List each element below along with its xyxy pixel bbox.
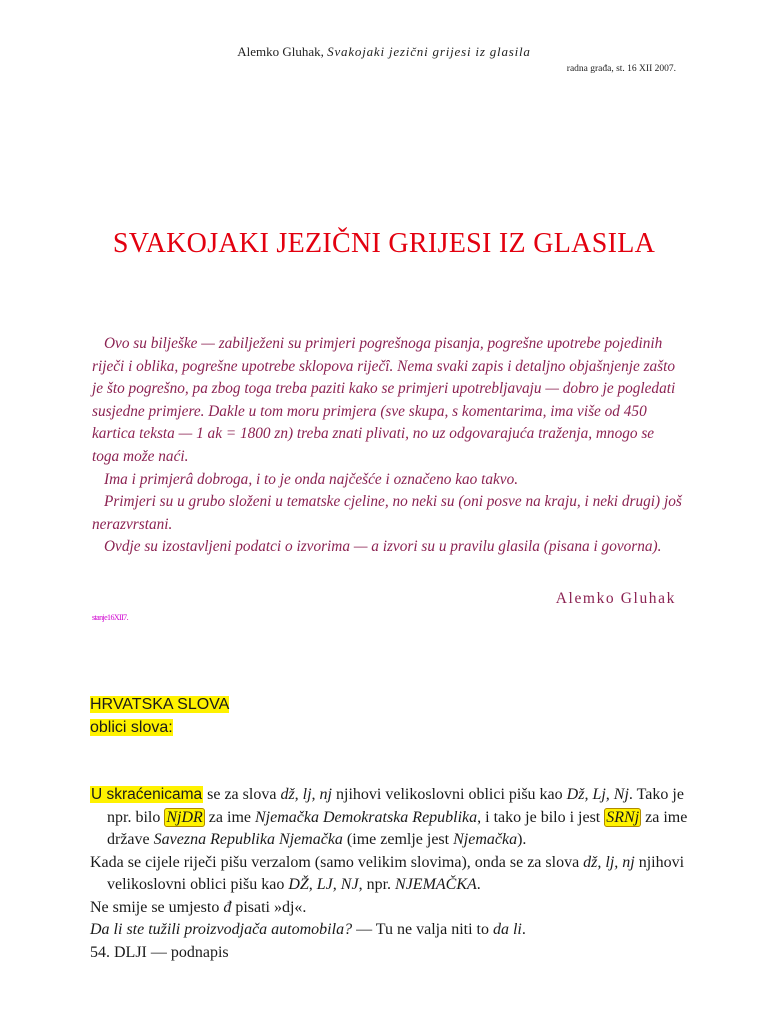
- italic-run: dž, lj, nj: [280, 786, 332, 803]
- date-stamp: stanje16XII7.: [92, 613, 128, 622]
- italic-run: NJEMAČKA: [395, 876, 477, 893]
- italic-run: da li: [492, 921, 522, 938]
- signature: Alemko Gluhak: [555, 590, 676, 607]
- body-paragraph: [90, 784, 690, 852]
- italic-run: DŽ, LJ, NJ: [288, 876, 359, 893]
- italic-run: Da li ste tužili proizvodjača automobila?: [90, 921, 353, 938]
- highlight-abbreviation: SRNj: [606, 808, 640, 826]
- working-note: radna građa, st. 16 XII 2007.: [566, 64, 676, 74]
- text-run: ).: [517, 831, 527, 848]
- body-paragraph: [90, 852, 690, 897]
- italic-run: Njemačka: [453, 831, 518, 848]
- section-heading: HRVATSKA SLOVA: [90, 696, 230, 713]
- section-subheading: oblici slova:: [90, 719, 173, 736]
- italic-run: Savezna Republika Njemačka: [153, 831, 343, 848]
- highlight-term: U skraćenicama: [91, 786, 203, 803]
- text-run: pisati »dj«.: [231, 898, 307, 916]
- running-header: [0, 44, 768, 60]
- text-run: Kada se cijele riječi pišu verzalom (samo velikim slovima), onda se za slova: [90, 853, 584, 871]
- text-run: .: [476, 876, 481, 893]
- intro-paragraph: Ima i primjerâ dobroga, i to je onda najčešće i označeno kao takvo.: [104, 470, 519, 488]
- page-title: SVAKOJAKI JEZIČNI GRIJESI IZ GLASILA: [112, 228, 656, 259]
- highlight-abbreviation: NjDR: [166, 808, 203, 826]
- italic-run: Dž, Lj, Nj: [566, 786, 629, 803]
- text-run: za ime: [204, 808, 255, 826]
- body-paragraph: [90, 897, 690, 920]
- text-run: (ime zemlje jest: [342, 831, 454, 848]
- text-run: , i tako je bilo i jest: [477, 808, 605, 826]
- italic-run: đ: [223, 898, 232, 916]
- section-header: [90, 693, 229, 739]
- intro-paragraph: Ovdje su izostavljeni podatci o izvorima — a izvori su u pravilu glasila (pisana i govorna).: [104, 538, 662, 556]
- intro-paragraph: Primjeri su u grubo složeni u tematske cjeline, no neki su (oni posve na kraju, i neki drugi) još nerazvrstani.: [92, 493, 682, 533]
- text-run: , npr.: [358, 876, 396, 893]
- body-text: [90, 784, 690, 964]
- body-paragraph: 54. DLJI — podnapis: [90, 943, 229, 961]
- header-author: Alemko Gluhak,: [237, 44, 324, 59]
- text-run: .: [521, 921, 526, 938]
- body-paragraph: [90, 919, 690, 942]
- text-run: njihovi velikoslovni oblici pišu kao: [332, 786, 567, 803]
- text-run: Ne smije se umjesto: [90, 898, 224, 916]
- intro-paragraph: Ovo su bilješke — zabilježeni su primjeri pogrešnoga pisanja, pogrešne upotrebe pojedinih riječi i oblika, pogrešne upotrebe sklopova riječî. Nema svaki zapis i detaljno objašnjenje zašto je što pogrešno, pa zbog toga treba paziti kako se primjeri upotrebljavaju — dobro je pogledati susjedne primjere. Dakle u tom moru primjera (sve skupa, s komentarima, ima više od 450 kartica teksta — 1 ak = 1800 zn) treba znati plivati, no uz odgovarajuća traženja, mnogo se toga može naći.: [92, 335, 676, 465]
- text-run: se za slova: [203, 786, 281, 803]
- text-run: — Tu ne valja niti to: [352, 921, 493, 938]
- italic-run: dž, lj, nj: [583, 853, 635, 871]
- italic-run: Njemačka Demokratska Republika: [255, 808, 478, 826]
- text-run: . Tako je npr. bilo: [107, 786, 684, 826]
- header-work-title: Svakojaki jezični grijesi iz glasila: [327, 44, 531, 59]
- intro-block: [92, 333, 682, 559]
- text-run: za ime države: [107, 808, 688, 848]
- text-run: njihovi velikoslovni oblici pišu kao: [107, 853, 685, 893]
